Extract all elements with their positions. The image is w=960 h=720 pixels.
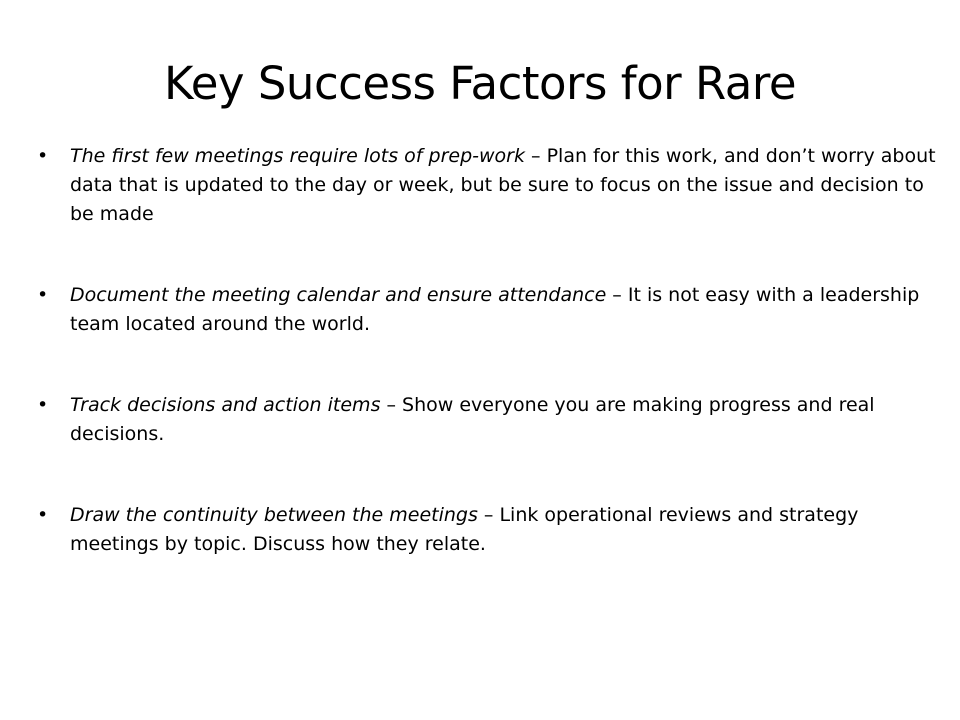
bullet-item (37, 142, 937, 229)
bullet-list (37, 142, 937, 611)
bullet-lead-text: Document the meeting calendar and ensure attendance (70, 284, 607, 306)
bullet-body-text: – Plan for this work, and don’t worry about data that is updated to the day or week, but be sure to focus on the issue and decision to be made (70, 145, 936, 225)
bullet-body-text: – It is not easy with a leadership team located around the world. (70, 284, 920, 335)
bullet-body-text: – Show everyone you are making progress and real decisions. (70, 394, 875, 445)
bullet-item (37, 281, 937, 339)
bullet-marker: • (37, 504, 49, 526)
bullet-lead-text: Track decisions and action items (70, 394, 381, 416)
bullet-item (37, 501, 937, 559)
slide-title: Key Success Factors for Rare (163, 57, 797, 110)
bullet-item (37, 391, 937, 449)
bullet-marker: • (37, 145, 49, 167)
bullet-body-text: – Link operational reviews and strategy meetings by topic. Discuss how they relate. (70, 504, 859, 555)
bullet-marker: • (37, 284, 49, 306)
bullet-marker: • (37, 394, 49, 416)
bullet-lead-text: The first few meetings require lots of prep-work (70, 145, 525, 167)
bullet-lead-text: Draw the continuity between the meetings (70, 504, 478, 526)
